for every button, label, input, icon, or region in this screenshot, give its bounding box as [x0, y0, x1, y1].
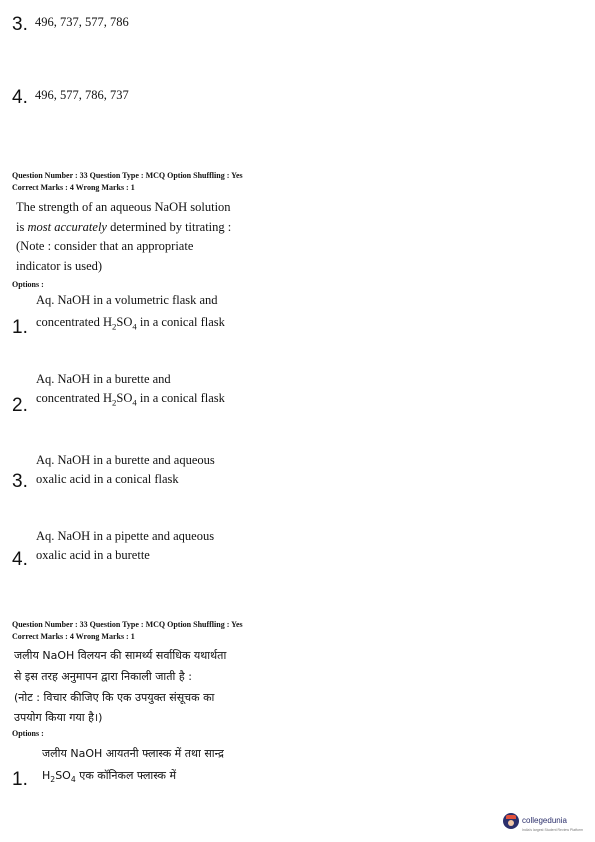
- option-text: 496, 577, 786, 737: [35, 88, 129, 102]
- question-text-line4: indicator is used): [16, 259, 103, 273]
- logo-tagline: India's largest Student Review Platform: [522, 828, 583, 832]
- option-number: 3.: [12, 471, 28, 492]
- option-number: 3.: [12, 14, 28, 35]
- collegedunia-logo: [503, 810, 583, 832]
- question-text-line1: जलीय NaOH विलयन की सामर्थ्य सर्वाधिक यथार्थता: [14, 649, 227, 662]
- question-text-line2: is most accurately determined by titrating :: [16, 220, 232, 234]
- option-1-line2: concentrated $H_2SO_4$ in a conical flask: [36, 315, 225, 332]
- option-3-line2: oxalic acid in a conical flask: [36, 472, 179, 486]
- logo-brand: collegedunia: [522, 816, 567, 825]
- question-text-line2: से इस तरह अनुमापन द्वारा निकाली जाती है :: [14, 670, 192, 683]
- option-3-line1: Aq. NaOH in a burette and aqueous: [36, 453, 215, 467]
- question-text-line1: The strength of an aqueous NaOH solution: [16, 200, 231, 214]
- question-meta-line2: Correct Marks : 4 Wrong Marks : 1: [12, 183, 135, 192]
- option-number: 4.: [12, 549, 28, 570]
- question-text-line3: (नोट : विचार कीजिए कि एक उपयुक्त संसूचक का: [14, 691, 215, 704]
- question-meta-line1: Question Number : 33 Question Type : MCQ Option Shuffling : Yes: [12, 171, 243, 180]
- question-meta-line1: Question Number : 33 Question Type : MCQ Option Shuffling : Yes: [12, 620, 243, 629]
- mascot-icon: [503, 813, 519, 829]
- option-1-line1: जलीय NaOH आयतनी फ्लास्क में तथा सान्द्र: [42, 747, 224, 760]
- question-text-line3: (Note : consider that an appropriate: [16, 239, 194, 253]
- option-number: 1.: [12, 317, 28, 338]
- option-2-line2: concentrated $H_2SO_4$ in a conical flask: [36, 391, 225, 408]
- options-label: Options :: [12, 280, 44, 289]
- option-2-line1: Aq. NaOH in a burette and: [36, 372, 171, 386]
- option-text: 496, 737, 577, 786: [35, 15, 129, 29]
- logo-text: [522, 810, 583, 832]
- option-4-line2: oxalic acid in a burette: [36, 548, 150, 562]
- option-4-line1: Aq. NaOH in a pipette and aqueous: [36, 529, 215, 543]
- option-1-line2: $H_2SO_4$ एक कॉनिकल फ्लास्क में: [42, 769, 177, 785]
- options-label: Options :: [12, 729, 44, 738]
- question-text-line4: उपयोग किया गया है।): [14, 711, 103, 724]
- option-1-line1: Aq. NaOH in a volumetric flask and: [36, 293, 218, 307]
- option-number: 1.: [12, 769, 28, 790]
- option-number: 4.: [12, 87, 28, 108]
- option-number: 2.: [12, 395, 28, 416]
- question-meta-line2: Correct Marks : 4 Wrong Marks : 1: [12, 632, 135, 641]
